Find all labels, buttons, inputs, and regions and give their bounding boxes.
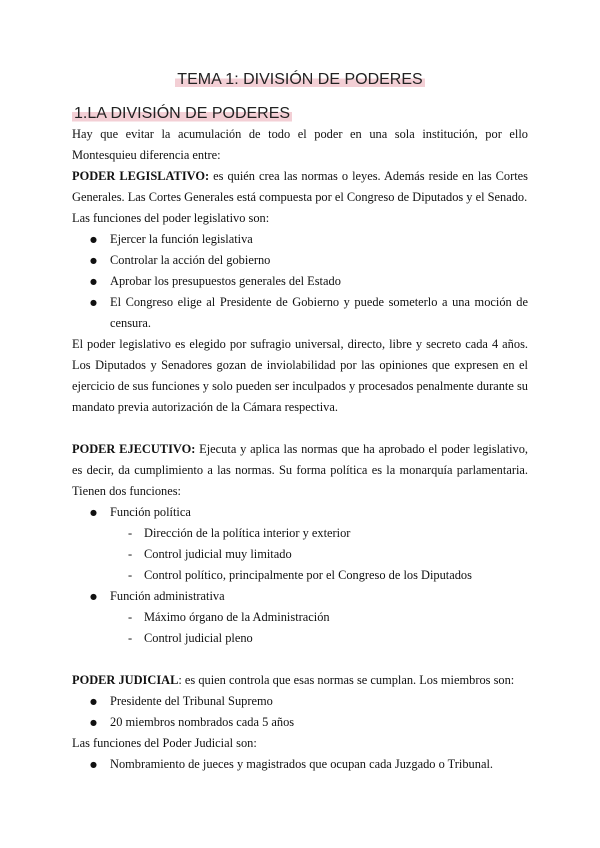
ejecutivo-label: PODER EJECUTIVO: <box>72 442 196 456</box>
document-title: TEMA 1: DIVISIÓN DE PODERES <box>177 71 423 88</box>
sub-list-item: - Control político, principalmente por el Congreso de los Diputados <box>72 565 528 586</box>
legislativo-label: PODER LEGISLATIVO: <box>72 169 210 183</box>
ejecutivo-paragraph <box>72 439 528 502</box>
judicial-text: : es quien controla que esas normas se cumplan. Los miembros son: <box>178 673 515 687</box>
section-heading: 1.LA DIVISIÓN DE PODERES <box>74 105 291 122</box>
list-item: ● Presidente del Tribunal Supremo <box>72 691 528 712</box>
document-body <box>72 124 528 775</box>
list-item: ● El Congreso elige al Presidente de Gobierno y puede someterlo a una moción de censura. <box>72 292 528 334</box>
ejecutivo-text: Ejecuta y aplica las normas que ha aprobado el poder legislativo, es decir, da cumplimiento a las normas. Su forma política es la monarquía parlamentaria. Tienen dos funciones: <box>72 442 529 498</box>
list-item: ● Ejercer la función legislativa <box>72 229 528 250</box>
judicial-label: PODER JUDICIAL <box>72 673 179 687</box>
legislativo-functions-list <box>72 229 528 334</box>
judicial-members-list <box>72 691 528 733</box>
spacer <box>72 418 528 439</box>
sub-list-item: - Control judicial muy limitado <box>72 544 528 565</box>
list-item: ● Aprobar los presupuestos generales del Estado <box>72 271 528 292</box>
judicial-functions-list <box>72 754 528 775</box>
list-item: ● Función política <box>72 502 528 523</box>
legislativo-paragraph <box>72 166 528 208</box>
ejecutivo-functions-list <box>72 502 528 649</box>
sub-list-item: - Dirección de la política interior y exterior <box>72 523 528 544</box>
legislativo-closing-paragraph: El poder legislativo es elegido por sufragio universal, directo, libre y secreto cada 4 años. Los Diputados y Senadores gozan de inviolabilidad por las opiniones que expresen en el ejercicio de sus funciones y solo pueden ser inculpados y procesados penalmente durante su mandato previa autorización de la Cámara respectiva. <box>72 337 528 414</box>
legislativo-text: es quién crea las normas o leyes. Además reside en las Cortes Generales. Las Cortes Generales está compuesta por el Congreso de Diputados y el Senado. <box>72 169 529 204</box>
list-item: ● Nombramiento de jueces y magistrados que ocupan cada Juzgado o Tribunal. <box>72 754 528 775</box>
list-item: ● 20 miembros nombrados cada 5 años <box>72 712 528 733</box>
judicial-functions-intro: Las funciones del Poder Judicial son: <box>72 736 257 750</box>
list-item: ● Función administrativa <box>72 586 528 607</box>
sub-list-item: - Control judicial pleno <box>72 628 528 649</box>
judicial-paragraph <box>72 670 528 691</box>
sub-list-item: - Máximo órgano de la Administración <box>72 607 528 628</box>
intro-paragraph: Hay que evitar la acumulación de todo el poder en una sola institución, por ello Montesquieu diferencia entre: <box>72 127 528 162</box>
spacer <box>72 649 528 670</box>
legislativo-functions-intro: Las funciones del poder legislativo son: <box>72 211 270 225</box>
list-item: ● Controlar la acción del gobierno <box>72 250 528 271</box>
